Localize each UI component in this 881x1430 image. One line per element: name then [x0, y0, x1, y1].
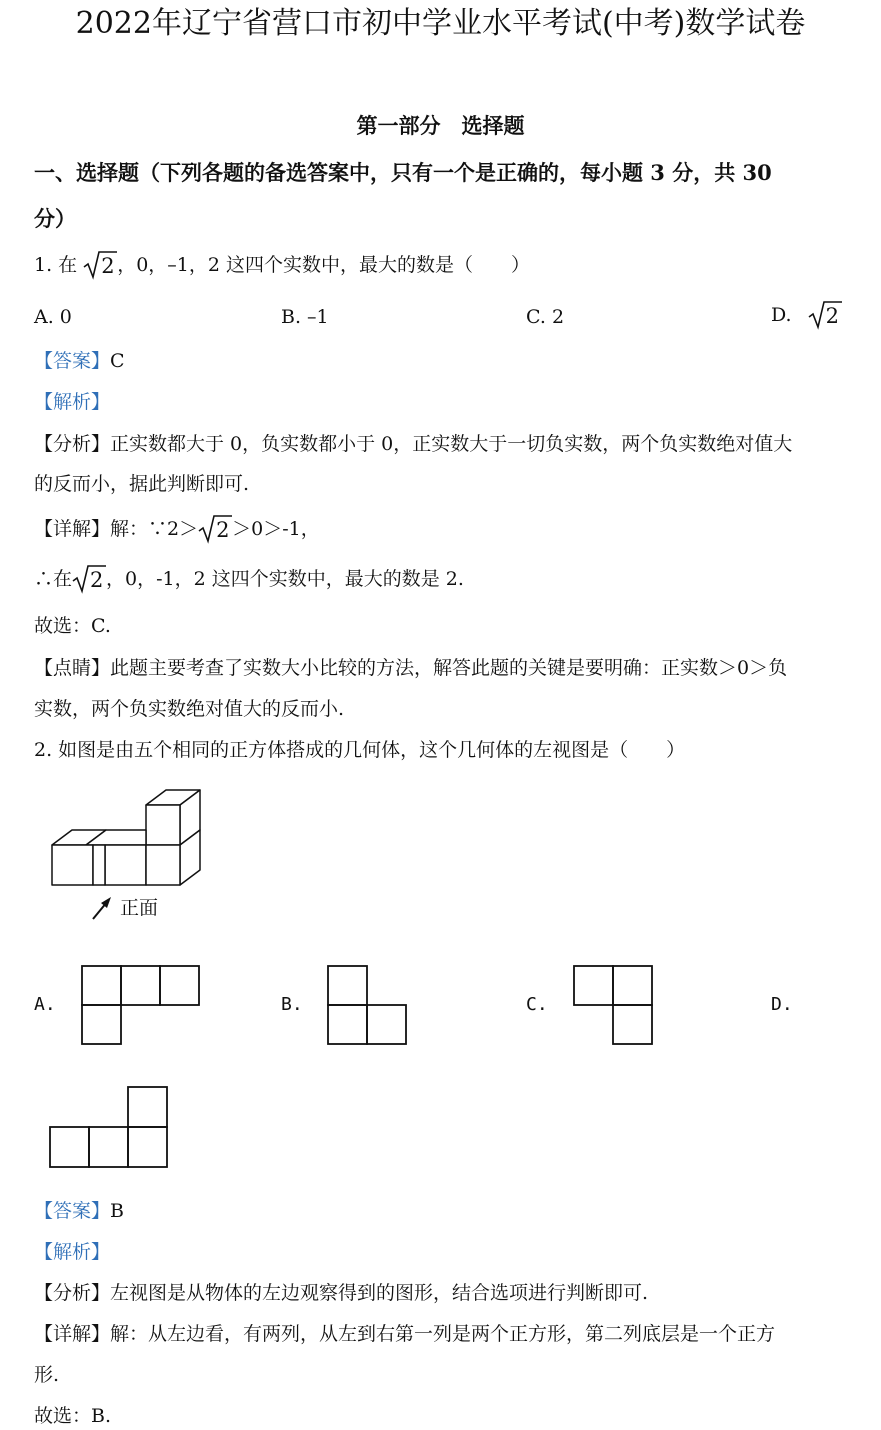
- page-title: 2022年辽宁省营口市初中学业水平考试(中考)数学试卷: [75, 6, 806, 41]
- q1-dianjing-line2: 实数，两个负实数绝对值大的反而小.: [34, 698, 345, 720]
- q1-option-a: A. 0: [34, 306, 72, 328]
- q1-stem-rest: ，0，–1，2 这四个实数中，最大的数是（ ）: [117, 254, 531, 276]
- q1-option-b: B. –1: [281, 306, 329, 328]
- sqrt-two: [198, 516, 232, 544]
- q2-xiangjie-line1: [34, 1321, 775, 1347]
- xiangjie-label: 【详解】: [34, 518, 111, 540]
- answer-label: 【答案】: [34, 1200, 111, 1222]
- xiangjie-text-b: ＞0＞-1，: [232, 518, 320, 540]
- q2-option-c-figure: [572, 964, 656, 1046]
- therefore-text-b: ，0，-1，2 这四个实数中，最大的数是 2.: [106, 568, 464, 590]
- q2-option-c-label: C.: [526, 994, 548, 1015]
- q2-xiangjie-line2: 形.: [34, 1364, 60, 1386]
- xiangjie-text: 解：从左边看，有两列，从左到右第一列是两个正方形，第二列底层是一个正方: [110, 1323, 776, 1345]
- q1-dianjing-line1: [34, 655, 787, 681]
- radicand: 2: [216, 518, 230, 542]
- q2-answer: [34, 1198, 124, 1224]
- q1-choose: 故选：C.: [34, 615, 111, 637]
- xiangjie-label: 【详解】: [34, 1323, 111, 1345]
- dianjing-label: 【点睛】: [34, 657, 111, 679]
- part-title: 第一部分 选择题: [356, 113, 525, 138]
- q1-stem-prefix: 1. 在: [34, 254, 78, 276]
- q1-analysis-label: 【解析】: [34, 391, 111, 413]
- fenxi-text: 左视图是从物体的左边观察得到的图形，结合选项进行判断即可.: [110, 1282, 649, 1304]
- q2-option-d-label: D.: [771, 994, 793, 1015]
- radicand: 2: [90, 568, 104, 592]
- q2-option-d-figure: [48, 1085, 170, 1169]
- section-heading-line1: 一、选择题（下列各题的备选答案中，只有一个是正确的，每小题 3 分，共 30: [34, 160, 772, 185]
- sqrt-two: [72, 566, 106, 594]
- xiangjie-text-a: 解：∵2＞: [110, 518, 199, 540]
- q2-option-a-label: A.: [34, 994, 56, 1015]
- q2-option-a-figure: [80, 964, 202, 1046]
- q2-stem: 2. 如图是由五个相同的正方体搭成的几何体，这个几何体的左视图是（ ）: [34, 739, 686, 761]
- q1-fenxi-line1: [34, 431, 792, 457]
- radicand: 2: [101, 254, 115, 278]
- dianjing-text: 此题主要考查了实数大小比较的方法，解答此题的关键是要明确：正实数＞0＞负: [110, 657, 788, 679]
- fenxi-label: 【分析】: [34, 1282, 111, 1304]
- q1-option-c: C. 2: [526, 306, 565, 328]
- q1-fenxi-line2: 的反而小，据此判断即可.: [34, 473, 250, 495]
- cube-figure: [45, 785, 225, 935]
- therefore-text-a: ∴在: [34, 568, 73, 590]
- q1-option-d: [771, 302, 842, 330]
- answer-value: C: [110, 350, 125, 372]
- q2-analysis-label: 【解析】: [34, 1241, 111, 1263]
- fenxi-text: 正实数都大于 0，负实数都小于 0，正实数大于一切负实数，两个负实数绝对值大: [110, 433, 793, 455]
- q1-xiangjie: [34, 516, 320, 544]
- sqrt-two: [808, 302, 842, 330]
- q2-fenxi: [34, 1280, 648, 1306]
- answer-value: B: [110, 1200, 124, 1222]
- arrow-icon: [93, 897, 111, 919]
- answer-label: 【答案】: [34, 350, 111, 372]
- q1-answer: [34, 348, 125, 374]
- q1-therefore: [34, 566, 464, 594]
- sqrt-two: [83, 252, 117, 280]
- radicand: 2: [825, 304, 840, 328]
- q2-choose: 故选：B.: [34, 1405, 112, 1427]
- fenxi-label: 【分析】: [34, 433, 111, 455]
- q2-option-b-figure: [326, 964, 410, 1046]
- front-label: 正面: [120, 897, 159, 919]
- q1-option-d-label: D.: [771, 304, 792, 326]
- q1-stem: [34, 252, 530, 280]
- q2-option-b-label: B.: [281, 994, 303, 1015]
- section-heading-line2: 分）: [34, 206, 76, 231]
